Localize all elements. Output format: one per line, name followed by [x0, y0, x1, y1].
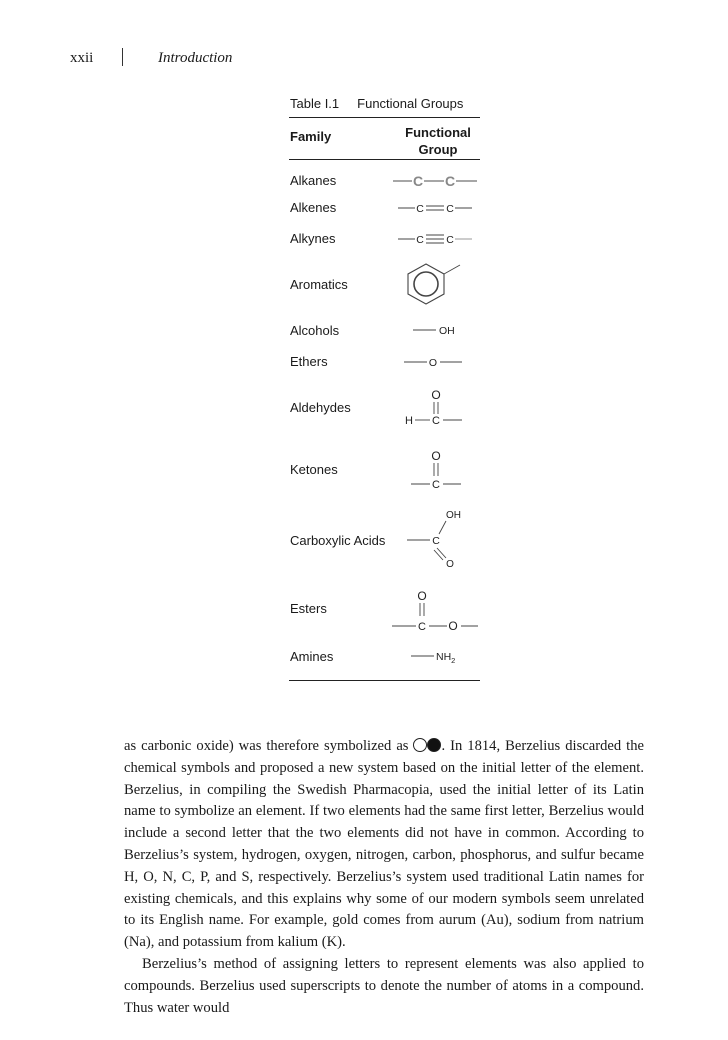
svg-text:C: C	[446, 234, 454, 246]
body-text	[124, 736, 644, 1019]
column-header-functional-group: Functional Group	[405, 125, 471, 157]
structure-alkene	[398, 203, 472, 215]
family-aromatics: Aromatics	[290, 277, 348, 292]
paragraph: Berzelius’s method of assigning letters to represent elements was also applied to compounds. Berzelius used superscripts to denote the number of atoms in a compound. Thus water would	[124, 955, 644, 1016]
svg-text:C: C	[416, 234, 424, 246]
structure-ester	[392, 589, 478, 633]
structure-benzene-ring	[408, 264, 460, 304]
structure-alkane	[393, 173, 477, 189]
svg-text:C: C	[432, 535, 440, 547]
family-alkenes: Alkenes	[290, 200, 337, 215]
svg-text:O: O	[428, 357, 438, 369]
svg-text:C: C	[412, 173, 424, 189]
svg-text:OH: OH	[446, 510, 461, 521]
functional-group-structures	[289, 165, 480, 680]
column-header-family: Family	[290, 129, 332, 144]
table-number: Table I.1	[290, 96, 340, 111]
table-title: Functional Groups	[357, 96, 464, 111]
svg-text:C: C	[416, 203, 424, 215]
svg-text:O: O	[431, 449, 441, 463]
structure-carboxylic-acid	[407, 510, 461, 570]
family-amines: Amines	[290, 649, 334, 664]
svg-text:O: O	[448, 619, 458, 633]
header-divider	[122, 48, 123, 66]
open-circle-symbol	[413, 738, 427, 752]
family-ethers: Ethers	[290, 354, 328, 369]
svg-text:C: C	[432, 415, 440, 427]
family-aldehydes: Aldehydes	[290, 400, 351, 415]
table-bottom-rule	[289, 680, 480, 681]
svg-text:O: O	[446, 559, 454, 570]
svg-text:NH2: $NH_2$	[436, 651, 456, 665]
page-number: xxii	[70, 50, 94, 66]
family-esters: Esters	[290, 601, 327, 616]
family-alcohols: Alcohols	[290, 323, 340, 338]
section-title: Introduction	[158, 50, 233, 66]
svg-text:C: C	[444, 173, 456, 189]
paragraph: as carbonic oxide) was therefore symbolized as . In 1814, Berzelius discarded the chemical symbols and proposed a new system based on the initial letter of the element. Berzelius, in compiling the Swedish Pharmacopia, used the initial letter of its Latin name to symbolize an element. If two elements had the same first letter, Berzelius would include a second letter that the two elements did not have in common. According to Berzelius’s system, hydrogen, oxygen, nitrogen, carbon, phosphorus, and sulfur became H, O, N, C, P, and S, respectively. Berzelius’s system used traditional Latin names for existing chemicals, and this explains why some of our modern symbols seem unrelated to its English name. For example, gold comes from aurum (Au), sodium from natrium (Na), and potassium from kalium (K).	[124, 738, 644, 951]
family-alkynes: Alkynes	[290, 231, 336, 246]
structure-amine	[411, 651, 455, 665]
structure-alkyne	[398, 234, 472, 246]
svg-text:H: H	[405, 415, 413, 427]
family-alkanes: Alkanes	[290, 173, 337, 188]
table-top-rule	[289, 117, 480, 118]
structure-ketone	[411, 449, 461, 491]
svg-text:C: C	[446, 203, 454, 215]
svg-text:C: C	[418, 621, 426, 633]
table-header-rule	[289, 159, 480, 160]
svg-text:O: O	[417, 589, 427, 603]
table-caption	[290, 96, 463, 111]
svg-text:O: O	[431, 388, 441, 402]
svg-text:OH: OH	[439, 325, 455, 337]
filled-circle-symbol	[427, 738, 441, 752]
family-ketones: Ketones	[290, 462, 338, 477]
structure-aldehyde	[405, 388, 462, 427]
svg-text:C: C	[432, 479, 440, 491]
family-carboxylic-acids: Carboxylic Acids	[290, 533, 386, 548]
structure-ether	[404, 357, 462, 369]
structure-alcohol	[413, 325, 455, 337]
